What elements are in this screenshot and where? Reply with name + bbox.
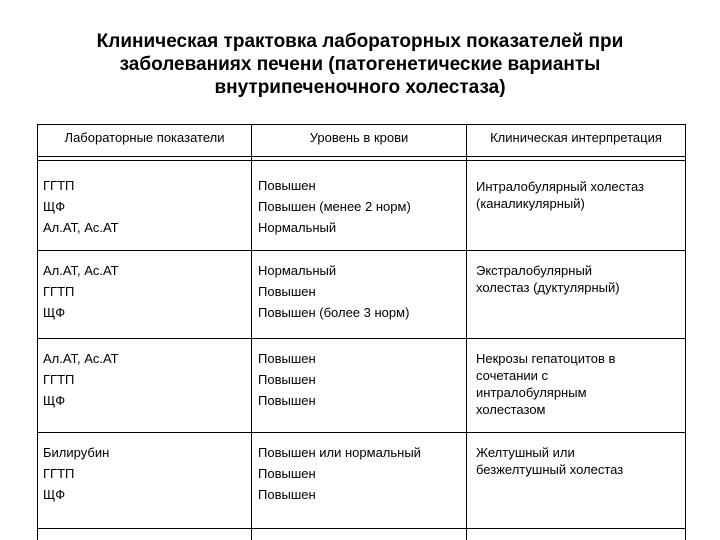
level: Повышен (более 3 норм) (258, 305, 410, 320)
interpretation-line: Некрозы гепатоцитов в (476, 351, 616, 366)
indicator: Ал.АТ, Ас.АТ (43, 351, 119, 366)
column-separator-1 (251, 124, 252, 540)
row-separator-3 (37, 338, 686, 339)
column-separator-2 (466, 124, 467, 540)
indicator: Ал.АТ, Ас.АТ (43, 220, 119, 235)
interpretation-line: интралобулярным (476, 385, 587, 400)
row-2-interpretation (476, 262, 620, 296)
row-separator-5 (37, 528, 686, 529)
header-indicators: Лабораторные показатели (64, 130, 225, 145)
interpretation-line: (каналикулярный) (476, 196, 585, 211)
level: Повышен (258, 178, 316, 193)
interpretation-line: сочетании с (476, 368, 549, 383)
table-border-top (37, 124, 686, 125)
table-border-left (37, 124, 38, 540)
indicator: ЩФ (43, 199, 66, 214)
header-interpretation: Клиническая интерпретация (490, 130, 662, 145)
row-3-levels (258, 348, 316, 411)
indicator: ЩФ (43, 393, 66, 408)
indicator: ГГТП (43, 466, 75, 481)
level: Повышен (258, 466, 316, 481)
header-separator (37, 156, 686, 157)
row-2-levels (258, 260, 409, 323)
title-line-1: Клиническая трактовка лабораторных показателей при (96, 31, 624, 52)
title-line-3: внутрипеченочного холестаза) (214, 77, 506, 98)
level: Повышен (258, 372, 316, 387)
indicator: ГГТП (43, 372, 75, 387)
row-1-indicators (43, 175, 119, 238)
row-1-interpretation (476, 178, 644, 212)
interpretation-line: Экстралобулярный (476, 263, 593, 278)
row-separator-2 (37, 250, 686, 251)
indicator: Билирубин (43, 445, 110, 460)
row-1-levels (258, 175, 411, 238)
interpretation-line: холестаз (дуктулярный) (476, 280, 620, 295)
level: Повышен (258, 284, 316, 299)
interpretation-line: Желтушный или (476, 445, 575, 460)
level: Нормальный (258, 263, 337, 278)
row-3-interpretation (476, 350, 615, 418)
level: Нормальный (258, 220, 337, 235)
row-2-indicators (43, 260, 119, 323)
row-4-indicators (43, 442, 109, 505)
indicator: ЩФ (43, 487, 66, 502)
indicator: Ал.АТ, Ас.АТ (43, 263, 119, 278)
interpretation-line: холестазом (476, 402, 546, 417)
level: Повышен или нормальный (258, 445, 421, 460)
level: Повышен (258, 351, 316, 366)
indicator: ГГТП (43, 284, 75, 299)
level: Повышен (менее 2 норм) (258, 199, 411, 214)
row-3-indicators (43, 348, 119, 411)
indicator: ЩФ (43, 305, 66, 320)
table-border-right (685, 124, 686, 540)
row-separator-1 (37, 160, 686, 161)
row-4-levels (258, 442, 421, 505)
interpretation-line: безжелтушный холестаз (476, 462, 624, 477)
interpretation-line: Интралобулярный холестаз (476, 179, 644, 194)
row-4-interpretation (476, 444, 623, 478)
row-separator-4 (37, 432, 686, 433)
title-line-2: заболеваниях печени (патогенетические варианты (119, 54, 601, 75)
level: Повышен (258, 487, 316, 502)
level: Повышен (258, 393, 316, 408)
indicator: ГГТП (43, 178, 75, 193)
header-level: Уровень в крови (309, 130, 409, 145)
